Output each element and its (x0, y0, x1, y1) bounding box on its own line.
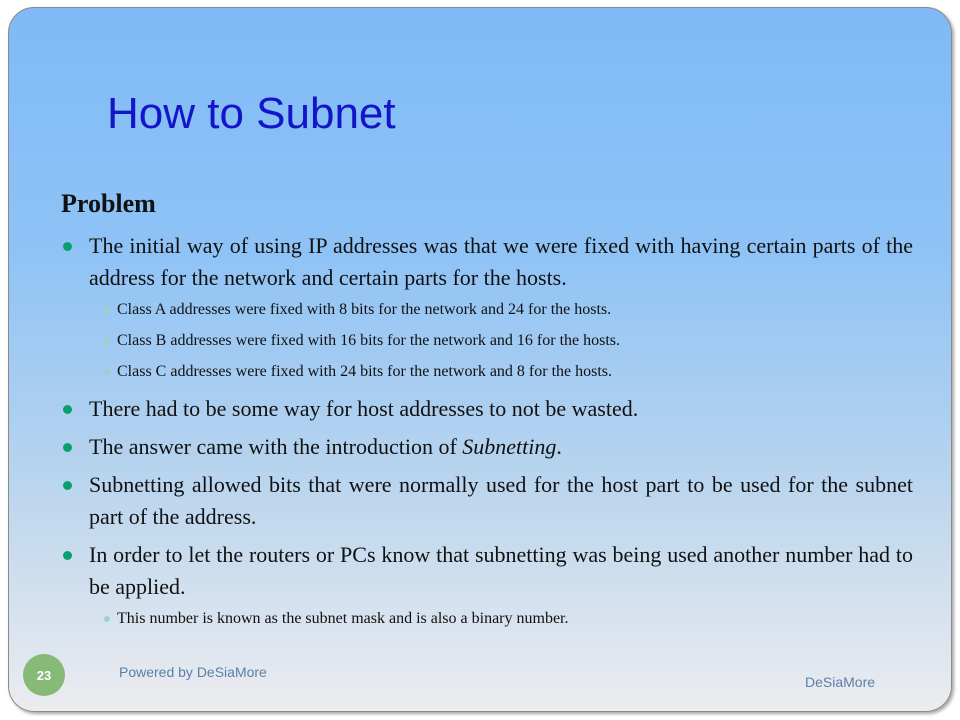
bullet-initial-addressing: The initial way of using IP addresses was that we were fixed with having certain parts of the address for the network and certain parts for the hosts. (61, 230, 913, 294)
section-heading: Problem (61, 189, 156, 218)
bullet-routers-know: In order to let the routers or PCs know that subnetting was being used another number had to be applied. (61, 539, 913, 603)
sub-bullet-class-c: Class C addresses were fixed with 24 bits for the network and 8 for the hosts. (61, 362, 913, 382)
sub-bullet-class-b: Class B addresses were fixed with 16 bits for the network and 16 for the hosts. (61, 331, 913, 351)
footer-powered-by: Powered by DeSiaMore (119, 664, 267, 680)
slide-title: How to Subnet (107, 89, 396, 138)
slide (8, 7, 952, 712)
slide-number-badge: 23 (23, 654, 65, 696)
bullet-subnetting-prefix: The answer came with the introduction of (89, 434, 463, 459)
slide-body (61, 188, 913, 640)
bullet-subnetting-suffix: . (556, 434, 562, 459)
subnetting-term: Subnetting (462, 434, 557, 459)
bullet-subnetting-intro (61, 431, 913, 463)
bullet-subnet-bits: Subnetting allowed bits that were normally used for the host part to be used for the subnet part of the address. (61, 469, 913, 533)
sub-bullet-class-a: Class A addresses were fixed with 8 bits for the network and 24 for the hosts. (61, 300, 913, 320)
bullet-host-waste: There had to be some way for host addresses to not be wasted. (61, 393, 913, 425)
sub-bullet-subnet-mask: This number is known as the subnet mask and is also a binary number. (61, 609, 913, 629)
footer-brand: DeSiaMore (805, 674, 876, 690)
